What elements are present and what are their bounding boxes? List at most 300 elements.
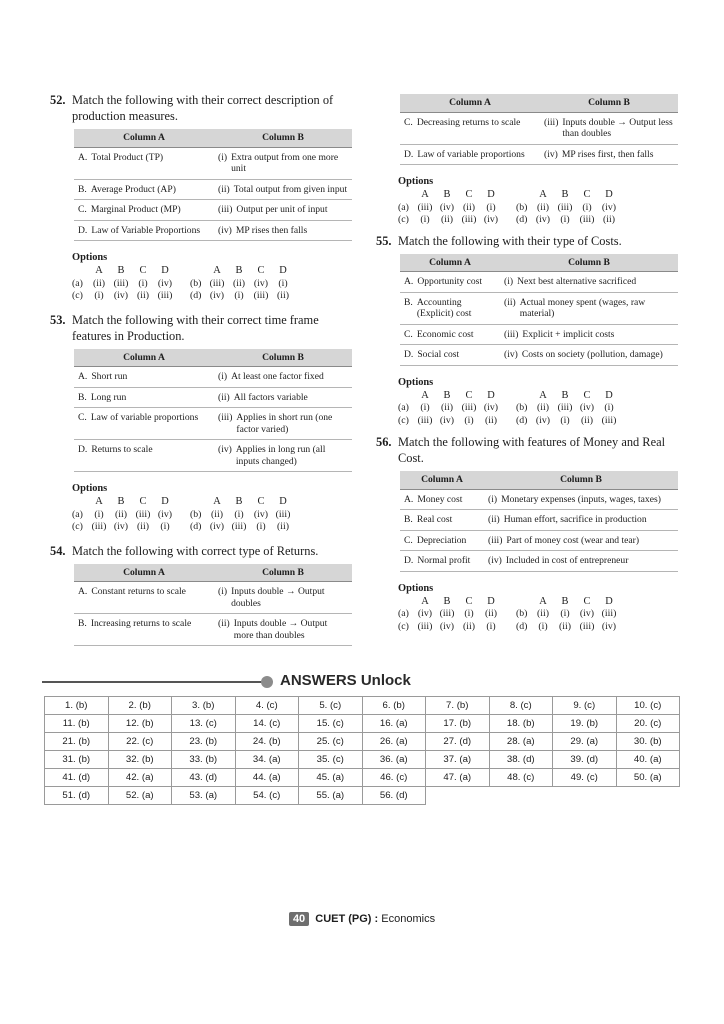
option-letter: B — [443, 389, 451, 401]
match-table — [74, 349, 352, 473]
answers-row — [45, 751, 680, 769]
column-b-cell-wrap — [218, 618, 348, 641]
row-text: Average Product (AP) — [90, 183, 176, 195]
option-letter: A — [539, 189, 547, 200]
answer-cell: 10. (c) — [616, 697, 680, 715]
column-a-cell-wrap — [78, 444, 210, 456]
row-label: (i) — [504, 276, 514, 287]
row-text: Increasing returns to scale — [90, 618, 192, 629]
option-key: (b) — [190, 508, 202, 520]
column-b-header: Column B — [540, 94, 678, 112]
question-number: 55. — [376, 233, 392, 248]
row-text: Monetary expenses (inputs, wages, taxes) — [501, 493, 661, 505]
column-b-cell — [484, 489, 678, 510]
row-text: Actual money spent (wages, raw material) — [519, 296, 646, 319]
option-value: (ii) — [441, 402, 453, 413]
table-row — [400, 530, 678, 551]
option-value: (i) — [234, 290, 244, 301]
answer-cell: 27. (d) — [426, 733, 490, 751]
question-text: Match the following with their correct time frame features in Production. — [72, 312, 319, 343]
spacer — [516, 390, 534, 403]
row-label: D. — [404, 148, 414, 160]
option-value: (ii) — [137, 521, 149, 532]
answer-cell: 11. (b) — [45, 715, 109, 733]
column-b-cell — [500, 345, 678, 366]
option-value: (i) — [560, 214, 570, 225]
row-label: (iii) — [544, 116, 559, 128]
spacer — [398, 390, 416, 403]
column-a-cell — [74, 147, 214, 179]
subject-name: Economics — [381, 913, 436, 925]
option-letter: D — [487, 389, 495, 401]
option-key: (d) — [516, 214, 528, 225]
option-value: (i) — [278, 277, 288, 289]
option-key: (b) — [516, 608, 528, 619]
column-b-cell-wrap — [218, 371, 348, 383]
option-value: (i) — [486, 201, 496, 213]
option-value: (iv) — [579, 608, 595, 619]
column-b-cell-wrap — [504, 349, 674, 361]
column-a-cell — [400, 292, 500, 324]
option-row — [398, 608, 622, 621]
row-text: Explicit + implicit costs — [522, 328, 615, 340]
row-label: (iii) — [218, 412, 233, 423]
row-text: Accounting (Explicit) cost — [416, 296, 472, 319]
option-row — [398, 621, 622, 634]
option-value: (ii) — [581, 414, 593, 426]
option-row — [72, 278, 296, 291]
option-letter: A — [95, 496, 103, 507]
column-b-cell-wrap — [218, 586, 348, 609]
option-letter: A — [213, 496, 221, 507]
column-b-cell-wrap — [504, 329, 674, 341]
option-key: (d) — [516, 620, 528, 632]
answer-cell: 8. (c) — [489, 697, 553, 715]
answers-divider — [42, 681, 264, 683]
row-text: At least one factor fixed — [231, 371, 324, 382]
column-a-cell — [400, 489, 484, 510]
option-value: (i) — [420, 402, 430, 413]
option-row — [398, 202, 622, 215]
column-b-cell-wrap — [488, 555, 674, 567]
column-a-cell — [400, 272, 500, 293]
row-label: (iv) — [544, 148, 558, 160]
table-row — [74, 614, 352, 646]
answer-cell: 24. (b) — [235, 733, 299, 751]
row-text: Total output from given input — [233, 183, 348, 195]
option-value: (ii) — [559, 620, 571, 632]
option-key: (a) — [398, 608, 409, 619]
option-letter: A — [421, 189, 429, 200]
option-letter: B — [235, 265, 243, 276]
option-value: (ii) — [211, 508, 223, 520]
column-b-cell — [214, 147, 352, 179]
option-value: (iii) — [557, 201, 573, 213]
row-label: A. — [404, 493, 414, 505]
spacer — [504, 189, 516, 202]
table-row — [400, 292, 678, 324]
row-label: A. — [404, 276, 414, 287]
option-value: (iv) — [535, 414, 551, 426]
option-value: (i) — [560, 414, 570, 426]
option-letter: D — [487, 595, 495, 607]
spacer — [504, 214, 516, 227]
column-a-cell — [74, 220, 214, 241]
option-value: (iv) — [439, 620, 455, 632]
answer-cell: 47. (a) — [426, 769, 490, 787]
answer-cell: 2. (b) — [108, 697, 172, 715]
option-value: (iii) — [579, 214, 595, 225]
row-text: All factors variable — [233, 391, 308, 403]
row-label: (iv) — [488, 555, 502, 566]
option-row — [398, 415, 622, 428]
row-text: MP rises then falls — [235, 224, 308, 236]
option-letter: A — [421, 389, 429, 401]
option-row — [398, 402, 622, 415]
option-value: (iii) — [601, 414, 617, 426]
spacer — [72, 496, 90, 509]
row-label: D. — [78, 444, 88, 455]
options-table — [72, 265, 296, 303]
column-a-header: Column A — [400, 254, 500, 272]
row-label: C. — [78, 412, 87, 423]
option-value: (ii) — [277, 290, 289, 301]
column-a-cell — [74, 614, 214, 646]
option-value: (ii) — [603, 214, 615, 225]
options-table — [398, 596, 622, 634]
option-value: (iv) — [483, 402, 499, 413]
answer-cell: 28. (a) — [489, 733, 553, 751]
option-value: (iii) — [157, 290, 173, 301]
column-a-cell-wrap — [78, 586, 210, 598]
column-a-header: Column A — [74, 349, 214, 367]
option-letter: D — [279, 265, 287, 276]
answer-cell: 19. (b) — [553, 715, 617, 733]
column-b-cell — [540, 144, 678, 165]
row-label: C. — [78, 204, 87, 215]
answer-cell: 44. (a) — [235, 769, 299, 787]
option-key: (b) — [516, 201, 528, 213]
column-b-cell-wrap — [218, 392, 348, 404]
column-a-cell — [400, 144, 540, 165]
column-a-cell-wrap — [404, 514, 480, 526]
column-b-cell — [214, 582, 352, 614]
answer-cell: 1. (b) — [45, 697, 109, 715]
option-key: (a) — [72, 277, 83, 289]
column-b-cell-wrap — [218, 412, 348, 435]
question-title — [50, 92, 356, 124]
option-value: (iii) — [417, 620, 433, 632]
column-b-cell — [500, 324, 678, 345]
option-value: (iv) — [253, 277, 269, 289]
row-text: Law of variable proportions — [417, 148, 525, 160]
row-text: Normal profit — [417, 555, 471, 566]
option-letters-row — [72, 496, 296, 509]
option-value: (iv) — [439, 201, 455, 213]
option-value: (ii) — [537, 201, 549, 213]
column-a-cell-wrap — [78, 392, 210, 404]
question-56 — [376, 434, 682, 633]
option-value: (i) — [160, 521, 170, 532]
answer-cell: 4. (c) — [235, 697, 299, 715]
row-label: A. — [78, 586, 88, 597]
option-key: (c) — [398, 414, 409, 426]
option-letters-row — [398, 390, 622, 403]
column-a-cell-wrap — [404, 329, 496, 341]
option-key: (c) — [398, 214, 409, 225]
row-label: (iv) — [218, 444, 232, 455]
answer-cell: 50. (a) — [616, 769, 680, 787]
table-row — [400, 489, 678, 510]
option-value: (iii) — [579, 620, 595, 632]
option-value: (ii) — [463, 201, 475, 213]
answer-cell: 37. (a) — [426, 751, 490, 769]
question-number: 52. — [50, 93, 66, 107]
answer-cell: 20. (c) — [616, 715, 680, 733]
spacer — [178, 265, 190, 278]
answer-cell: 41. (d) — [45, 769, 109, 787]
match-table — [74, 564, 352, 647]
option-letter: B — [561, 189, 569, 200]
option-value: (ii) — [277, 521, 289, 532]
column-b-cell — [484, 510, 678, 531]
row-text: Decreasing returns to scale — [416, 116, 521, 128]
spacer — [398, 189, 416, 202]
column-a-cell — [400, 530, 484, 551]
row-label: D. — [404, 349, 414, 360]
option-letter: D — [605, 389, 613, 401]
option-value: (i) — [256, 521, 266, 532]
options-title: Options — [398, 376, 434, 388]
option-value: (ii) — [441, 214, 453, 225]
answers-row — [45, 733, 680, 751]
option-letter: C — [583, 189, 591, 200]
option-letter: C — [465, 189, 473, 200]
option-letter: D — [487, 189, 495, 200]
option-value: (iv) — [209, 290, 225, 301]
spacer — [504, 596, 516, 609]
option-key: (b) — [190, 277, 202, 289]
option-letter: A — [539, 389, 547, 401]
row-label: (i) — [218, 151, 228, 163]
question-55 — [376, 233, 682, 428]
row-label: D. — [78, 224, 88, 236]
option-value: (iii) — [461, 402, 477, 413]
column-b-cell-wrap — [544, 149, 674, 161]
question-number: 54. — [50, 543, 66, 558]
column-b-cell — [214, 367, 352, 388]
option-value: (iii) — [439, 608, 455, 619]
answer-cell: 30. (b) — [616, 733, 680, 751]
column-b-header: Column B — [214, 349, 352, 367]
column-b-cell-wrap — [544, 117, 674, 140]
option-key: (c) — [72, 521, 83, 532]
answer-cell: 36. (a) — [362, 751, 426, 769]
option-value: (ii) — [537, 608, 549, 619]
option-value: (i) — [138, 277, 148, 289]
option-value: (iii) — [209, 277, 225, 289]
answers-row — [45, 697, 680, 715]
question-title — [376, 233, 682, 249]
option-letter: A — [95, 265, 103, 276]
column-a-cell-wrap — [404, 494, 480, 506]
spacer — [178, 496, 190, 509]
option-letter: B — [117, 265, 125, 276]
answer-cell: 15. (c) — [299, 715, 363, 733]
option-value: (iv) — [209, 521, 225, 532]
answer-cell: 54. (c) — [235, 787, 299, 805]
column-b-cell — [484, 551, 678, 572]
answers-title: ANSWERS Unlock — [280, 672, 411, 689]
row-label: (iii) — [488, 534, 503, 546]
option-value: (i) — [538, 620, 548, 632]
table-row — [74, 220, 352, 241]
option-letter: D — [279, 496, 287, 507]
option-letter: B — [443, 595, 451, 607]
answer-cell-empty — [426, 787, 490, 805]
column-b-cell — [214, 220, 352, 241]
row-label: (iv) — [218, 224, 232, 236]
option-value: (iv) — [601, 620, 617, 632]
option-row — [398, 214, 622, 227]
column-a-cell — [400, 112, 540, 144]
column-b-cell — [214, 200, 352, 221]
option-value: (iv) — [157, 277, 173, 289]
option-value: (iv) — [417, 608, 433, 619]
options-table — [398, 189, 622, 227]
book-title: CUET (PG) : — [315, 913, 379, 925]
column-a-cell — [74, 440, 214, 472]
row-text: Part of money cost (wear and tear) — [506, 534, 640, 546]
question-number: 53. — [50, 312, 66, 327]
question-number: 56. — [376, 435, 392, 449]
table-row — [74, 387, 352, 408]
answer-cell: 43. (d) — [172, 769, 236, 787]
row-text: Depreciation — [416, 534, 467, 546]
answer-cell: 29. (a) — [553, 733, 617, 751]
column-a-cell-wrap — [404, 117, 536, 129]
option-value: (iv) — [253, 508, 269, 520]
option-key: (d) — [190, 521, 202, 532]
spacer — [516, 596, 534, 609]
column-b-cell — [540, 112, 678, 144]
column-b-header: Column B — [214, 564, 352, 582]
question-text: Match the following with their type of Costs. — [398, 233, 622, 248]
option-value: (iv) — [113, 521, 129, 532]
option-letter: B — [561, 389, 569, 401]
question-title — [50, 312, 356, 344]
option-letters-row — [398, 189, 622, 202]
column-b-cell-wrap — [488, 514, 674, 526]
option-value: (iv) — [157, 508, 173, 520]
answer-cell: 17. (b) — [426, 715, 490, 733]
column-a-header: Column A — [74, 129, 214, 147]
column-b-cell-wrap — [218, 184, 348, 196]
row-text: Long run — [90, 391, 127, 403]
answer-cell: 34. (a) — [235, 751, 299, 769]
answer-cell: 13. (c) — [172, 715, 236, 733]
column-a-cell — [74, 200, 214, 221]
answer-cell: 26. (a) — [362, 733, 426, 751]
column-b-cell-wrap — [488, 494, 674, 506]
table-row — [400, 324, 678, 345]
row-label: B. — [78, 618, 87, 629]
answer-cell: 40. (a) — [616, 751, 680, 769]
answer-cell: 21. (b) — [45, 733, 109, 751]
column-a-cell — [74, 582, 214, 614]
column-b-cell — [214, 614, 352, 646]
answer-cell: 39. (d) — [553, 751, 617, 769]
option-letter: A — [213, 265, 221, 276]
row-label: (i) — [218, 586, 228, 597]
option-value: (i) — [604, 402, 614, 413]
option-value: (i) — [582, 201, 592, 213]
option-value: (iv) — [439, 414, 455, 426]
answer-cell: 33. (b) — [172, 751, 236, 769]
option-row — [72, 521, 296, 534]
option-value: (ii) — [537, 402, 549, 413]
option-letters-row — [398, 596, 622, 609]
option-row — [72, 509, 296, 522]
row-text: Next best alternative sacrificed — [517, 276, 637, 287]
option-value: (ii) — [485, 414, 497, 426]
row-text: Economic cost — [416, 328, 474, 340]
answer-cell: 25. (c) — [299, 733, 363, 751]
option-value: (iii) — [253, 290, 269, 301]
answer-cell: 48. (c) — [489, 769, 553, 787]
option-letter: C — [139, 265, 147, 276]
option-value: (i) — [94, 508, 104, 520]
row-text: Returns to scale — [91, 444, 153, 455]
option-letter: A — [539, 595, 547, 607]
match-table — [400, 94, 678, 165]
answer-cell: 23. (b) — [172, 733, 236, 751]
table-row — [74, 200, 352, 221]
question-title — [50, 543, 356, 559]
table-row — [74, 179, 352, 200]
row-text: Costs on society (pollution, damage) — [521, 349, 663, 360]
spacer — [398, 596, 416, 609]
column-a-header: Column A — [400, 94, 540, 112]
option-key: (a) — [398, 201, 409, 213]
row-text: Inputs double → Output doubles — [231, 586, 325, 609]
row-label: (iv) — [504, 349, 518, 360]
spacer — [190, 265, 208, 278]
answers-header — [42, 672, 682, 692]
question-54-continued — [376, 94, 682, 227]
column-a-cell — [74, 387, 214, 408]
spacer — [504, 390, 516, 403]
option-letter: C — [465, 595, 473, 607]
question-text: Match the following with features of Money and Real Cost. — [398, 435, 666, 465]
column-a-cell-wrap — [404, 276, 496, 288]
answer-cell: 42. (a) — [108, 769, 172, 787]
match-table — [400, 254, 678, 366]
row-text: Output per unit of input — [236, 204, 328, 215]
option-letters-row — [72, 265, 296, 278]
answers-table — [44, 696, 680, 805]
row-text: Included in cost of entrepreneur — [505, 555, 629, 566]
option-value: (ii) — [233, 277, 245, 289]
answer-cell: 35. (c) — [299, 751, 363, 769]
answer-cell-empty — [616, 787, 680, 805]
answer-cell: 14. (c) — [235, 715, 299, 733]
option-letter: D — [605, 189, 613, 200]
column-a-header: Column A — [74, 564, 214, 582]
question-text: Match the following with correct type of Returns. — [72, 543, 319, 558]
option-letter: C — [257, 265, 265, 276]
row-label: A. — [78, 371, 88, 382]
